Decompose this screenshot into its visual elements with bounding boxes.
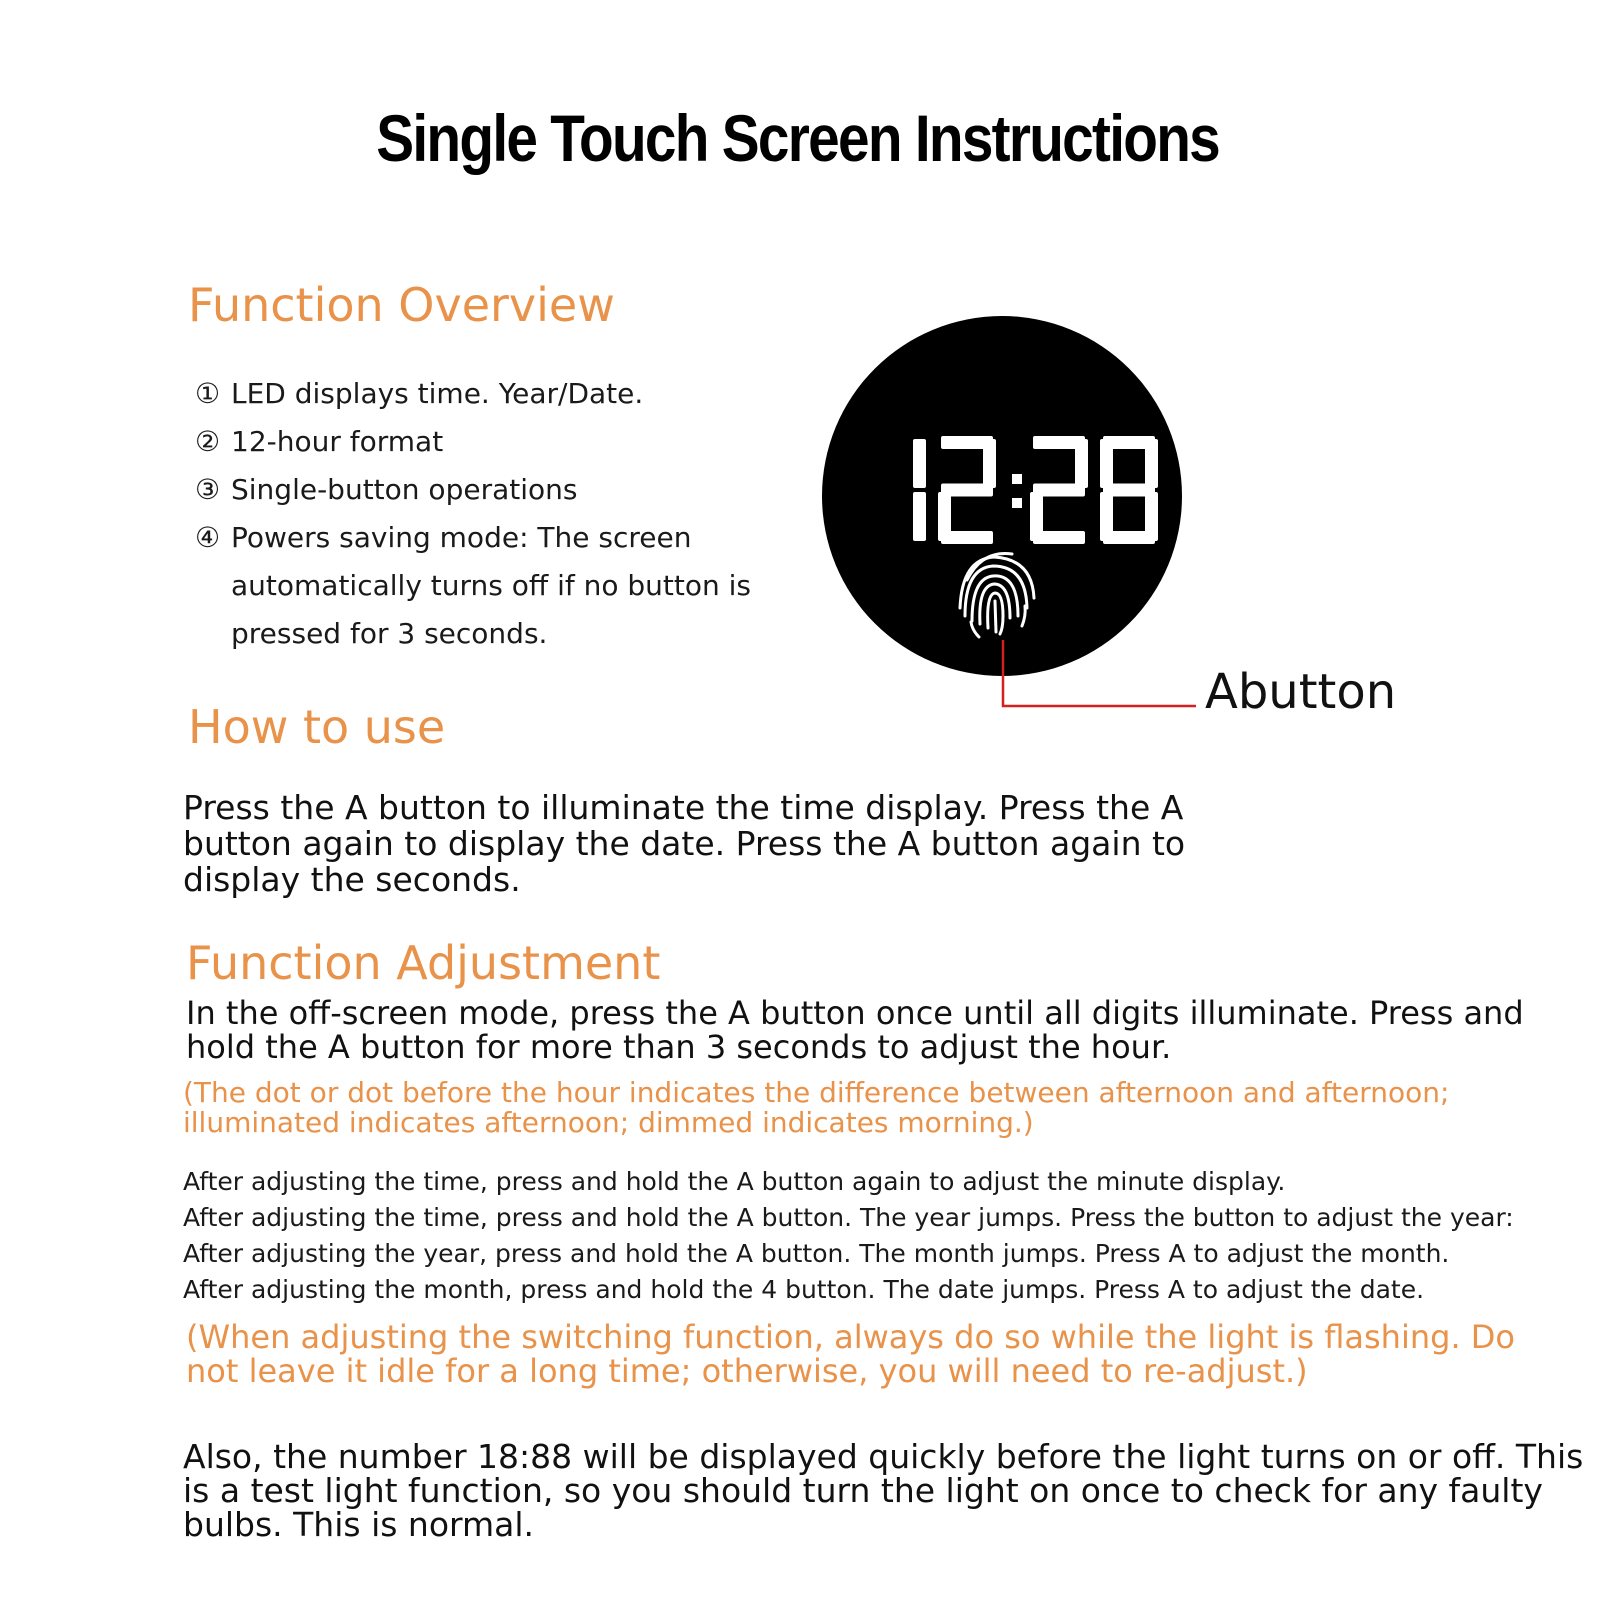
- how-to-use-text: Press the A button to illuminate the time display. Press the A button again to display the date. Press the A button again to display the seconds.: [183, 788, 1186, 899]
- overview-item-2: [195, 418, 755, 466]
- led-segment: [1145, 492, 1158, 541]
- function-overview-heading: Function Overview: [188, 278, 615, 332]
- overview-list: [195, 370, 755, 658]
- led-segment: [938, 492, 951, 541]
- led-segment: [913, 439, 926, 488]
- how-to-use-heading: How to use: [188, 700, 446, 754]
- overview-item-text: Single-button operations: [231, 473, 578, 506]
- overview-item-text: LED displays time. Year/Date.: [231, 377, 644, 410]
- function-adjustment-heading: Function Adjustment: [186, 936, 661, 990]
- adjustment-step: After adjusting the time, press and hold the A button. The year jumps. Press the button to adjust the year:: [183, 1203, 1514, 1232]
- adjustment-step: After adjusting the year, press and hold the A button. The month jumps. Press A to adjust the month.: [183, 1239, 1450, 1268]
- adjustment-intro-text: In the off-screen mode, press the A button once until all digits illuminate. Press and hold the A button for more than 3 seconds to adjust the hour.: [186, 994, 1524, 1066]
- adjustment-step: After adjusting the time, press and hold the A button again to adjust the minute display.: [183, 1167, 1286, 1196]
- led-segment: [1075, 439, 1088, 488]
- led-segment: [983, 439, 996, 488]
- overview-item-4: [195, 514, 755, 658]
- led-segment: [1100, 439, 1113, 488]
- page-title: Single Touch Screen Instructions: [376, 101, 1220, 175]
- led-time-display: [822, 316, 1182, 676]
- led-colon-dot: [1012, 498, 1022, 508]
- flashing-note: (When adjusting the switching function, always do so while the light is flashing. Do not leave it idle for a long time; otherwise, you will need to re-adjust.): [186, 1318, 1515, 1390]
- overview-item-text: Powers saving mode: The screen automatically turns off if no button is pressed for 3 seconds.: [231, 521, 752, 650]
- led-colon-dot: [1012, 474, 1022, 484]
- overview-item-text: 12-hour format: [231, 425, 444, 458]
- overview-item-1: [195, 370, 755, 418]
- fingerprint-icon: [960, 554, 1034, 637]
- am-pm-note: (The dot or dot before the hour indicates the difference between afternoon and afternoon; illuminated indicates afternoon; dimmed indicates morning.): [183, 1076, 1450, 1139]
- test-light-note: Also, the number 18:88 will be displayed quickly before the light turns on or off. This is a test light function, so you should turn the light on once to check for any faulty bulbs. This is normal.: [183, 1437, 1584, 1544]
- adjustment-steps: [183, 1164, 1593, 1308]
- led-segment: [913, 492, 926, 541]
- circled-number-4: ④: [195, 521, 221, 554]
- led-segment: [1145, 439, 1158, 488]
- led-digits: [913, 436, 1158, 544]
- adjustment-step: After adjusting the month, press and hold the 4 button. The date jumps. Press A to adjust the date.: [183, 1275, 1425, 1304]
- circled-number-3: ③: [195, 473, 221, 506]
- a-button-callout-label: Abutton: [1205, 664, 1397, 720]
- circled-number-2: ②: [195, 425, 221, 458]
- overview-item-3: [195, 466, 755, 514]
- circled-number-1: ①: [195, 377, 221, 410]
- led-segment: [1100, 492, 1113, 541]
- clock-face: [822, 316, 1182, 676]
- led-segment: [1030, 492, 1043, 541]
